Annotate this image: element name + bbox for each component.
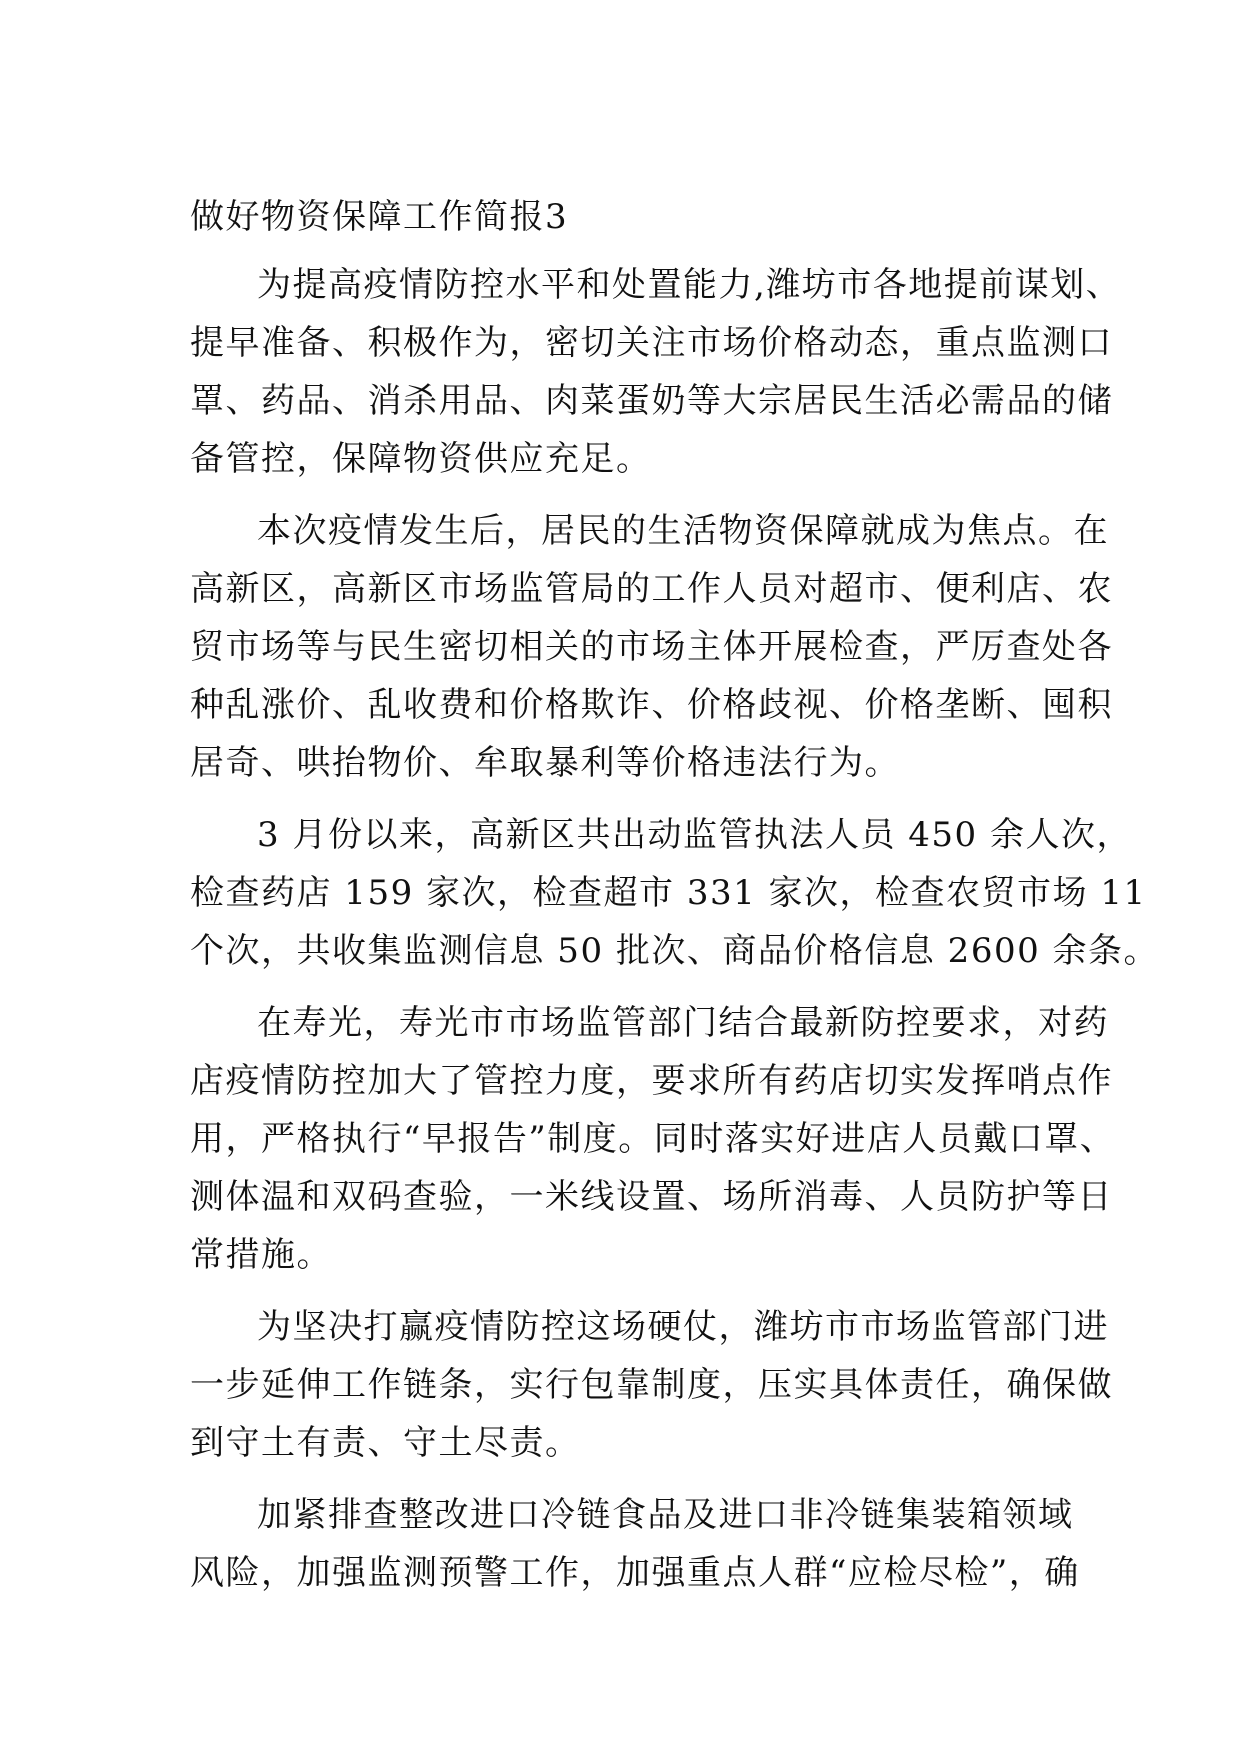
paragraph-line: 罩、药品、消杀用品、肉菜蛋奶等大宗居民生活必需品的储: [190, 381, 1113, 421]
paragraph-line: 个次，共收集监测信息 50 批次、商品价格信息 2600 余条。: [190, 931, 1160, 971]
paragraph-line: 为坚决打赢疫情防控这场硬仗，潍坊市市场监管部门进: [257, 1307, 1109, 1347]
paragraph-line: 检查药店 159 家次，检查超市 331 家次，检查农贸市场 11: [190, 873, 1147, 913]
paragraph-line: 3 月份以来，高新区共出动监管执法人员 450 余人次，: [257, 815, 1132, 855]
paragraph-line: 为提高疫情防控水平和处置能力,潍坊市各地提前谋划、: [257, 265, 1122, 305]
paragraph-line: 贸市场等与民生密切相关的市场主体开展检查，严厉查处各: [190, 627, 1113, 667]
paragraph-line: 种乱涨价、乱收费和价格欺诈、价格歧视、价格垄断、囤积: [190, 685, 1113, 725]
paragraph-line: 加紧排查整改进口冷链食品及进口非冷链集装箱领域: [257, 1495, 1074, 1535]
paragraph-line: 提早准备、积极作为，密切关注市场价格动态，重点监测口: [190, 323, 1113, 363]
paragraph-line: 备管控，保障物资供应充足。: [190, 439, 652, 479]
paragraph-line: 高新区，高新区市场监管局的工作人员对超市、便利店、农: [190, 569, 1113, 609]
paragraph-line: 风险，加强监测预警工作，加强重点人群“应检尽检”，确: [190, 1553, 1080, 1593]
paragraph-line: 本次疫情发生后，居民的生活物资保障就成为焦点。在: [257, 511, 1109, 551]
paragraph-line: 在寿光，寿光市市场监管部门结合最新防控要求，对药: [257, 1003, 1109, 1043]
paragraph-line: 到守土有责、守土尽责。: [190, 1423, 581, 1463]
paragraph-line: 测体温和双码查验，一米线设置、场所消毒、人员防护等日: [190, 1177, 1113, 1217]
paragraph-line: 一步延伸工作链条，实行包靠制度，压实具体责任，确保做: [190, 1365, 1113, 1405]
paragraph-line: 居奇、哄抬物价、牟取暴利等价格违法行为。: [190, 743, 900, 783]
document-title: 做好物资保障工作简报3: [190, 197, 569, 237]
paragraph-line: 常措施。: [190, 1235, 332, 1275]
paragraph-line: 店疫情防控加大了管控力度，要求所有药店切实发挥哨点作: [190, 1061, 1113, 1101]
paragraph-line: 用，严格执行“早报告”制度。同时落实好进店人员戴口罩、: [190, 1119, 1116, 1159]
